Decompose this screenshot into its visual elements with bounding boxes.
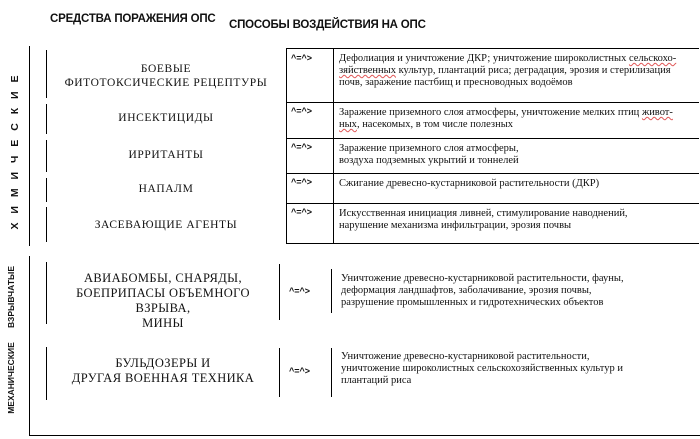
chem-effect-1-line-1 — [339, 53, 676, 65]
chem-arrow-1: ^=^> — [291, 53, 313, 63]
chem-effect-2-line-1-part-a: Заражение приземного слоя атмосферы, уничтожение мелких птиц — [339, 107, 642, 118]
mech-effect-1-line-3: разрушение промышленных и гидротехнических объектов — [341, 296, 604, 308]
chem-effect-2-line-2 — [339, 119, 673, 131]
mech-effect-2-line-3: плантаций риса — [341, 374, 412, 386]
bottom-rule — [29, 435, 700, 436]
chem-name-4 — [50, 182, 282, 196]
chem-name-3 — [50, 148, 282, 162]
mech-name-1-line-1: АВИАБОМБЫ, СНАРЯДЫ, — [83, 271, 243, 285]
chem-effect-1 — [339, 53, 676, 88]
chem-effect-5-line-1: Искусственная инициация ливней, стимулирование наводнений, — [339, 208, 628, 219]
chem-effect-3-line-1: Заражение приземного слоя атмосферы, — [339, 143, 519, 154]
chem-effect-1-line-3: почв, заражение пастбищ и пресноводных водоёмов — [339, 76, 573, 88]
chem-row-sep-0 — [286, 48, 699, 49]
chem-arrow-4: ^=^> — [291, 177, 313, 187]
mech-name-1-line-2: БОЕПРИПАСЫ ОБЪЕМНОГО ВЗРЫВА, — [76, 286, 250, 315]
chem-effect-1-line-1-part-b: сельскохо- — [628, 53, 677, 64]
chem-arrow-2: ^=^> — [291, 106, 313, 116]
bracket-chem-5 — [46, 207, 47, 242]
mech-name-2-line-2: ДРУГАЯ ВОЕННАЯ ТЕХНИКА — [71, 371, 255, 385]
bracket-chem-4 — [46, 178, 47, 202]
chem-name-2 — [50, 111, 282, 125]
mech-divider-3 — [331, 269, 332, 313]
chem-row-sep-3 — [286, 173, 699, 174]
chem-arrow-3: ^=^> — [291, 142, 313, 152]
chem-row-sep-4 — [286, 203, 699, 204]
chem-effect-5 — [339, 208, 628, 232]
chem-row-sep-1 — [286, 102, 699, 103]
chem-effect-4 — [339, 178, 599, 190]
mech-divider-4 — [331, 348, 332, 397]
side-label-chemical: Х И М И Ч Е С К И Е — [9, 72, 21, 230]
mech-divider-1 — [279, 264, 280, 320]
mech-effect-2 — [341, 351, 623, 386]
chem-effect-5-line-2: нарушение механизма инфильтрации, эрозия почвы — [339, 219, 572, 231]
chem-effect-1-line-2 — [339, 65, 676, 77]
chem-effect-2-line-2-part-a: ных — [339, 118, 357, 130]
mech-effect-2-line-1: Уничтожение древесно-кустарниковой растительности, — [341, 351, 590, 362]
chem-effect-2-line-1 — [339, 107, 673, 119]
bracket-chem-1 — [46, 50, 47, 98]
chem-name-2-line-1: ИНСЕКТИЦИДЫ — [118, 112, 214, 124]
chem-effect-2-line-2-part-b: , насекомых, в том числе полезных — [356, 118, 514, 130]
chem-row-sep-5 — [286, 243, 699, 244]
mech-name-1 — [50, 271, 276, 331]
header-methods: СПОСОБЫ ВОЗДЕЙСТВИЯ НА ОПС — [229, 19, 426, 31]
mech-arrow-2: ^=^> — [289, 366, 311, 376]
side-label-explosive: ВЗРЫВЧАТЫЕ — [6, 265, 16, 329]
chem-row-sep-2 — [286, 138, 699, 139]
header-means: СРЕДСТВА ПОРАЖЕНИЯ ОПС — [50, 13, 216, 25]
bracket-mech-1 — [46, 262, 47, 324]
chem-name-1-line-2: ФИТОТОКСИЧЕСКИЕ РЕЦЕПТУРЫ — [64, 77, 268, 89]
mech-effect-1 — [341, 273, 624, 308]
chem-effect-1-line-2-part-a: зяйственных — [339, 64, 396, 76]
bracket-chem-3 — [46, 140, 47, 172]
chem-effect-4-line-1: Сжигание древесно-кустарниковой растительности (ДКР) — [339, 178, 600, 189]
bracket-mech-2 — [46, 347, 47, 400]
chem-effect-2 — [339, 107, 673, 131]
chem-table-mid-border — [333, 48, 334, 243]
chem-effect-3 — [339, 143, 519, 167]
chem-effect-2-line-1-part-b: живот- — [641, 107, 673, 118]
left-divider-top — [29, 46, 30, 246]
mech-name-2 — [50, 356, 276, 386]
mech-arrow-1: ^=^> — [289, 286, 311, 296]
chem-table-left-border — [286, 48, 287, 243]
chem-name-5-line-1: ЗАСЕВАЮЩИЕ АГЕНТЫ — [94, 219, 238, 231]
mech-effect-1-line-2: деформация ландшафтов, заболачивание, эрозия почвы, — [341, 284, 592, 296]
chem-effect-1-line-2-part-b: культур, плантаций риса; деградация, эрозия и стерилизация — [395, 64, 671, 76]
mech-effect-1-line-1: Уничтожение древесно-кустарниковой растительности, фауны, — [341, 273, 624, 284]
bracket-chem-2 — [46, 104, 47, 134]
chem-name-1-line-1: БОЕВЫЕ — [140, 63, 192, 75]
chem-effect-3-line-2: воздуха подземных укрытий и тоннелей — [339, 154, 519, 166]
left-divider-bottom — [29, 256, 30, 436]
mech-divider-2 — [279, 348, 280, 397]
mech-name-1-line-3: МИНЫ — [142, 316, 184, 330]
chem-name-4-line-1: НАПАЛМ — [138, 183, 194, 195]
chem-name-1 — [50, 62, 282, 90]
mech-name-2-line-1: БУЛЬДОЗЕРЫ И — [115, 356, 211, 370]
chem-arrow-5: ^=^> — [291, 207, 313, 217]
chem-name-5 — [50, 218, 282, 232]
chem-effect-1-line-1-part-a: Дефолиация и уничтожение ДКР; уничтожение широколистных — [339, 53, 629, 64]
mech-effect-2-line-2: уничтожение широколистных сельскохозяйственных культур и — [341, 362, 623, 374]
chem-name-3-line-1: ИРРИТАНТЫ — [128, 149, 204, 161]
side-label-mechanical: МЕХАНИЧЕСКИЕ — [6, 342, 16, 414]
